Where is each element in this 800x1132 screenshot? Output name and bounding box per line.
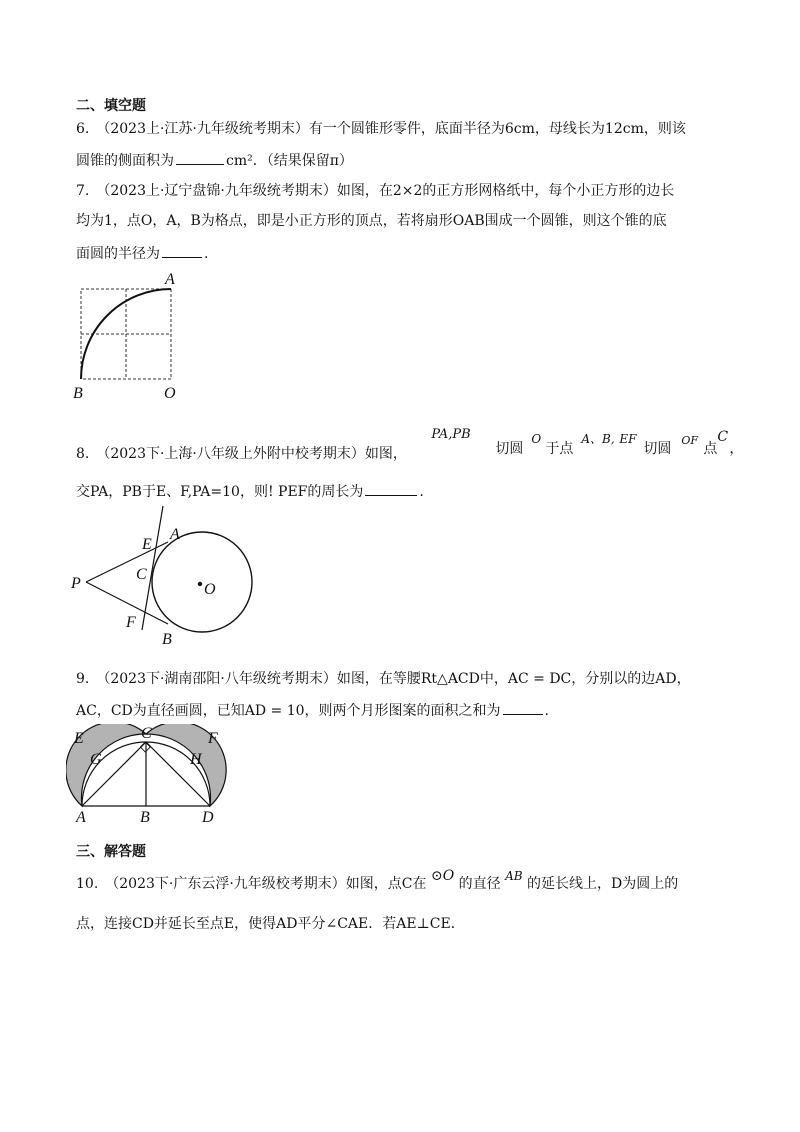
- q7-line3: [76, 243, 208, 263]
- q7-text-a: 面圆的半径为: [76, 246, 160, 262]
- q7-label-a: A: [165, 271, 175, 288]
- q9-label-a: A: [76, 809, 86, 824]
- q8-o: O: [531, 432, 542, 446]
- q8-ef: EF: [619, 432, 637, 446]
- q7-label-o: O: [164, 385, 176, 402]
- q9-line2: [76, 700, 549, 720]
- q9-label-c: C: [141, 725, 152, 742]
- q6-answer-blank[interactable]: [176, 150, 224, 165]
- q7-label-b: B: [73, 385, 83, 402]
- q9-label-h: H: [190, 751, 202, 768]
- q9-text-a: AC，CD为直径画圆，已知AD = 10，则两个月形图案的面积之和为: [76, 703, 501, 719]
- q8-tangent-figure: [66, 502, 266, 650]
- q8-yudian: 于点: [545, 441, 574, 457]
- q8-c: C: [717, 429, 729, 445]
- q8-label-f: F: [126, 614, 136, 631]
- q10-line2: 点，连接CD并延长至点E，使得AD平分∠CAE．若AE⊥CE．: [76, 916, 465, 932]
- q7-line1: 7. （2023上·辽宁盘锦·九年级统考期末）如图，在2×2的正方形网格纸中，每个小正方形的边长: [76, 183, 675, 199]
- q8-line1: [76, 427, 744, 463]
- section-title-fill-in: 二、填空题: [76, 98, 146, 114]
- q9-text-b: .: [544, 703, 549, 719]
- q8-label-p: P: [71, 575, 81, 592]
- q6-text-a: 圆锥的侧面积为: [76, 153, 174, 169]
- q8-label-e: E: [142, 536, 152, 553]
- q8-comma: ，: [729, 441, 744, 457]
- q10-line1: [76, 868, 679, 893]
- q7-text-b: .: [204, 246, 209, 262]
- q8-label-b: B: [162, 631, 172, 648]
- q9-label-e: E: [74, 730, 84, 747]
- q6-line2: [76, 150, 353, 170]
- q9-answer-blank[interactable]: [503, 700, 543, 715]
- q8-of: OF: [681, 434, 698, 447]
- q8-qie: 切圆: [495, 441, 524, 457]
- q9-line1: 9. （2023下·湖南邵阳·八年级统考期末）如图，在等腰Rt△ACD中，AC = DC，分别以的边AD，: [76, 671, 691, 687]
- q7-line2: 均为1，点O，A，B为格点，即是小正方形的顶点，若将扇形OAB围成一个圆锥，则这个锥的底: [76, 213, 667, 229]
- q8-text-a: 8. （2023下·上海·八年级上外附中校考期末）如图，: [76, 446, 407, 462]
- q6-text-b: cm²．（结果保留π）: [226, 153, 353, 169]
- q9-label-g: G: [90, 751, 102, 768]
- q8-qie2: 切圆: [643, 441, 672, 457]
- q8-text-a2: 交PA，PB于E、F,PA=10，则! PEF的周长为: [76, 484, 364, 500]
- q7-answer-blank[interactable]: [162, 243, 202, 258]
- q8-text-b2: .: [419, 484, 424, 500]
- q8-dian: 点: [703, 441, 718, 457]
- q10-text-a: 10. （2023下·广东云浮·九年级校考期末）如图，点C在: [76, 876, 427, 892]
- section-title-answer: 三、解答题: [76, 844, 146, 860]
- q10-ab: AB: [505, 869, 523, 883]
- q8-line2: [76, 481, 424, 501]
- q7-grid: [81, 289, 171, 379]
- q9-lune-figure: [66, 724, 236, 824]
- q8-label-o: O: [204, 581, 216, 598]
- q8-label-c: C: [136, 566, 147, 583]
- q9-label-d: D: [202, 809, 214, 824]
- q8-ab: A、B,: [581, 432, 615, 446]
- q10-text-b: 的直径: [458, 876, 501, 892]
- q6-line1: 6. （2023上·江苏·九年级统考期末）有一个圆锥形零件，底面半径为6cm，母线长为12cm，则该: [76, 121, 686, 137]
- q9-label-f: F: [208, 730, 218, 747]
- q8-center-dot: [198, 582, 202, 586]
- q10-text-c: 的延长线上，D为圆上的: [527, 876, 679, 892]
- q8-circle: [152, 532, 252, 632]
- q8-answer-blank[interactable]: [365, 481, 417, 496]
- q9-label-b: B: [140, 809, 150, 824]
- q8-label-a: A: [170, 526, 180, 543]
- q10-circle-o: ⊙O: [430, 868, 455, 884]
- q8-pa-pb: PA,PB: [431, 427, 471, 442]
- q7-sector-figure: [66, 268, 196, 403]
